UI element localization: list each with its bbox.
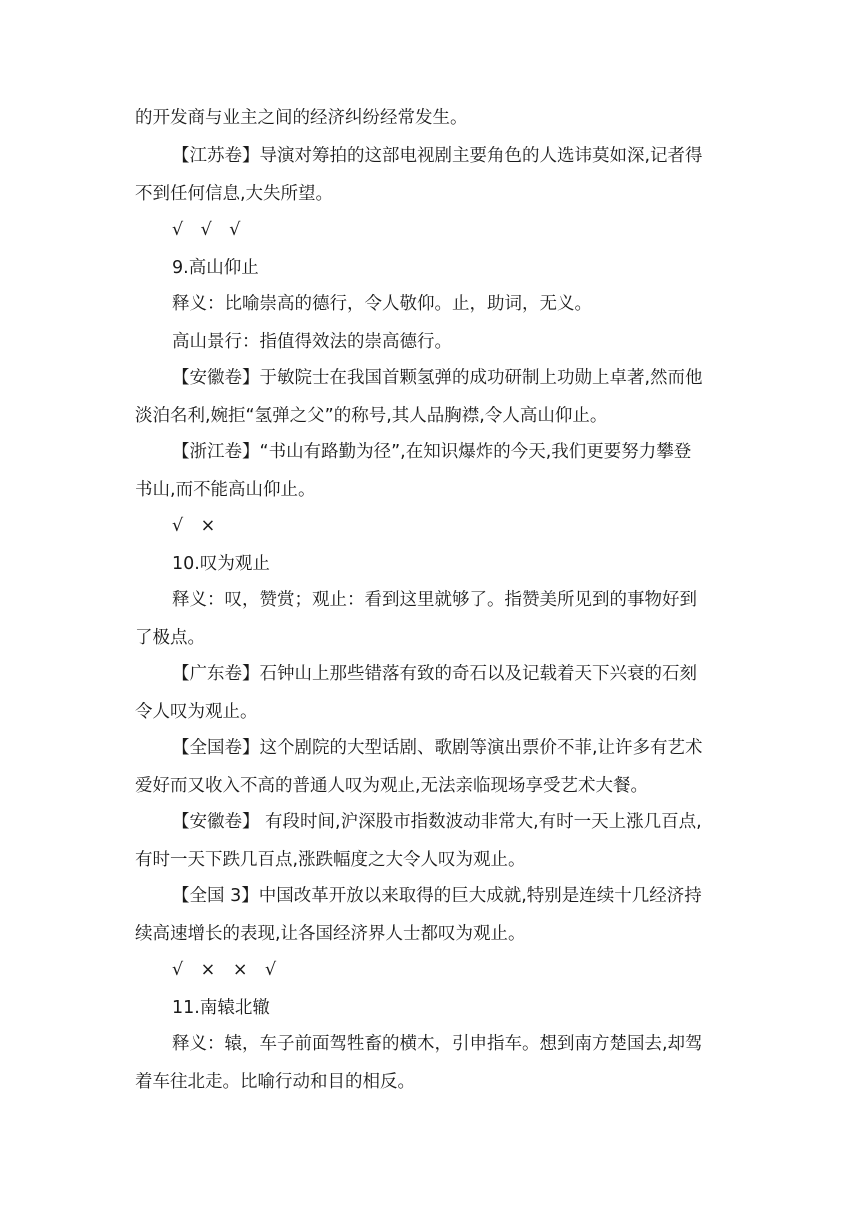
answer-marks: √ × × √ bbox=[172, 960, 277, 980]
exam-example-line: 【江苏卷】导演对筹拍的这部电视剧主要角色的人选讳莫如深,记者得 bbox=[172, 146, 703, 166]
text-line: 有时一天下跌几百点,涨跌幅度之大令人叹为观止。 bbox=[135, 850, 526, 870]
exam-example-line: 【安徽卷】于敏院士在我国首颗氢弹的成功研制上功勋上卓著,然而他 bbox=[172, 368, 703, 388]
text-line: 淡泊名利,婉拒“氢弹之父”的称号,其人品胸襟,令人高山仰止。 bbox=[135, 406, 608, 426]
exam-example-line: 【安徽卷】 有段时间,沪深股市指数波动非常大,有时一天上涨几百点, bbox=[172, 812, 702, 832]
definition-line: 释义：辕，车子前面驾牲畜的横木，引申指车。想到南方楚国去,却驾 bbox=[172, 1034, 703, 1054]
text-line: 书山,而不能高山仰止。 bbox=[135, 480, 316, 500]
text-line: 了极点。 bbox=[135, 628, 205, 648]
definition-line: 释义：叹，赞赏；观止：看到这里就够了。指赞美所见到的事物好到 bbox=[172, 590, 697, 610]
idiom-heading: 10.叹为观止 bbox=[172, 554, 270, 574]
answer-marks: √ × bbox=[172, 516, 216, 536]
exam-example-line: 【全国 3】中国改革开放以来取得的巨大成就,特别是连续十几经济持 bbox=[172, 886, 702, 906]
text-line: 的开发商与业主之间的经济纠纷经常发生。 bbox=[135, 108, 468, 128]
exam-example-line: 【全国卷】这个剧院的大型话剧、歌剧等演出票价不菲,让许多有艺术 bbox=[172, 738, 703, 758]
idiom-heading: 11.南辕北辙 bbox=[172, 998, 270, 1018]
answer-marks: √ √ √ bbox=[172, 220, 241, 240]
related-idiom-line: 高山景行：指值得效法的崇高德行。 bbox=[172, 332, 452, 352]
text-line: 令人叹为观止。 bbox=[135, 702, 258, 722]
text-line: 续高速增长的表现,让各国经济界人士都叹为观止。 bbox=[135, 924, 526, 944]
text-line: 不到任何信息,大失所望。 bbox=[135, 184, 334, 204]
text-line: 爱好而又收入不高的普通人叹为观止,无法亲临现场享受艺术大餐。 bbox=[135, 776, 649, 796]
exam-example-line: 【浙江卷】“书山有路勤为径”,在知识爆炸的今天,我们更要努力攀登 bbox=[172, 442, 692, 462]
exam-example-line: 【广东卷】石钟山上那些错落有致的奇石以及记载着天下兴衰的石刻 bbox=[172, 664, 697, 684]
idiom-heading: 9.高山仰止 bbox=[172, 258, 259, 278]
definition-line: 释义：比喻崇高的德行，令人敬仰。止，助词，无义。 bbox=[172, 294, 592, 314]
text-line: 着车往北走。比喻行动和目的相反。 bbox=[135, 1072, 415, 1092]
